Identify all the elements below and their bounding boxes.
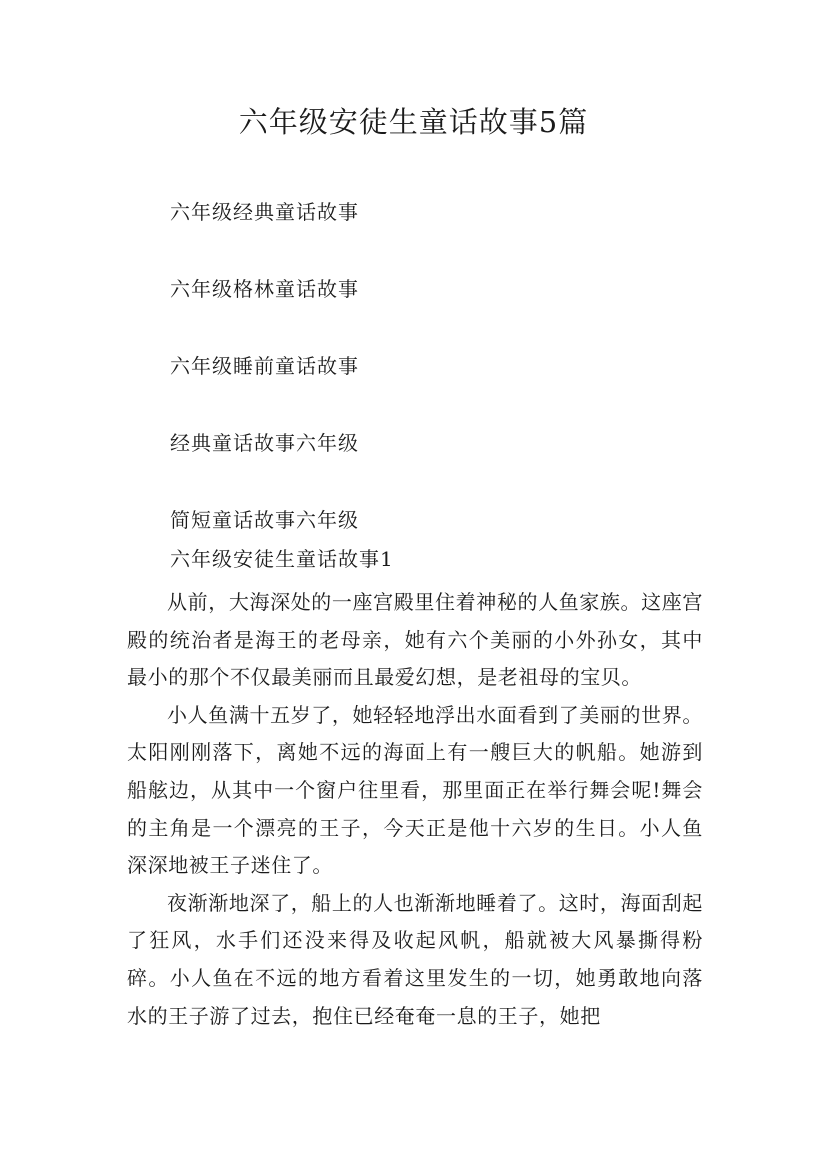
story-paragraph: 小人鱼满十五岁了，她轻轻地浮出水面看到了美丽的世界。太阳刚刚落下，离她不远的海面上有一艘巨大的帆船。她游到船舷边，从其中一个窗户往里看，那里面正在举行舞会呢!舞会的主角是一个漂亮的王子，今天正是他十六岁的生日。小人鱼深深地被王子迷住了。 bbox=[127, 702, 703, 878]
toc-item: 六年级格林童话故事 bbox=[170, 277, 359, 301]
toc-item: 简短童话故事六年级 bbox=[170, 508, 359, 532]
toc-item: 经典童话故事六年级 bbox=[170, 431, 359, 455]
toc-item: 六年级经典童话故事 bbox=[170, 200, 359, 224]
toc-item: 六年级睡前童话故事 bbox=[170, 354, 359, 378]
story-body bbox=[127, 584, 703, 1035]
story-paragraph: 从前，大海深处的一座宫殿里住着神秘的人鱼家族。这座宫殿的统治者是海王的老母亲，她有六个美丽的小外孙女，其中最小的那个不仅最美丽而且最爱幻想，是老祖母的宝贝。 bbox=[127, 590, 703, 690]
story-paragraph: 夜渐渐地深了，船上的人也渐渐地睡着了。这时，海面刮起了狂风，水手们还没来得及收起风帆，船就被大风暴撕得粉碎。小人鱼在不远的地方看着这里发生的一切，她勇敢地向落水的王子游了过去，抱住已经奄奄一息的王子，她把 bbox=[127, 890, 703, 1028]
document-title: 六年级安徒生童话故事5篇 bbox=[238, 105, 589, 139]
section-heading: 六年级安徒生童话故事1 bbox=[170, 547, 394, 571]
